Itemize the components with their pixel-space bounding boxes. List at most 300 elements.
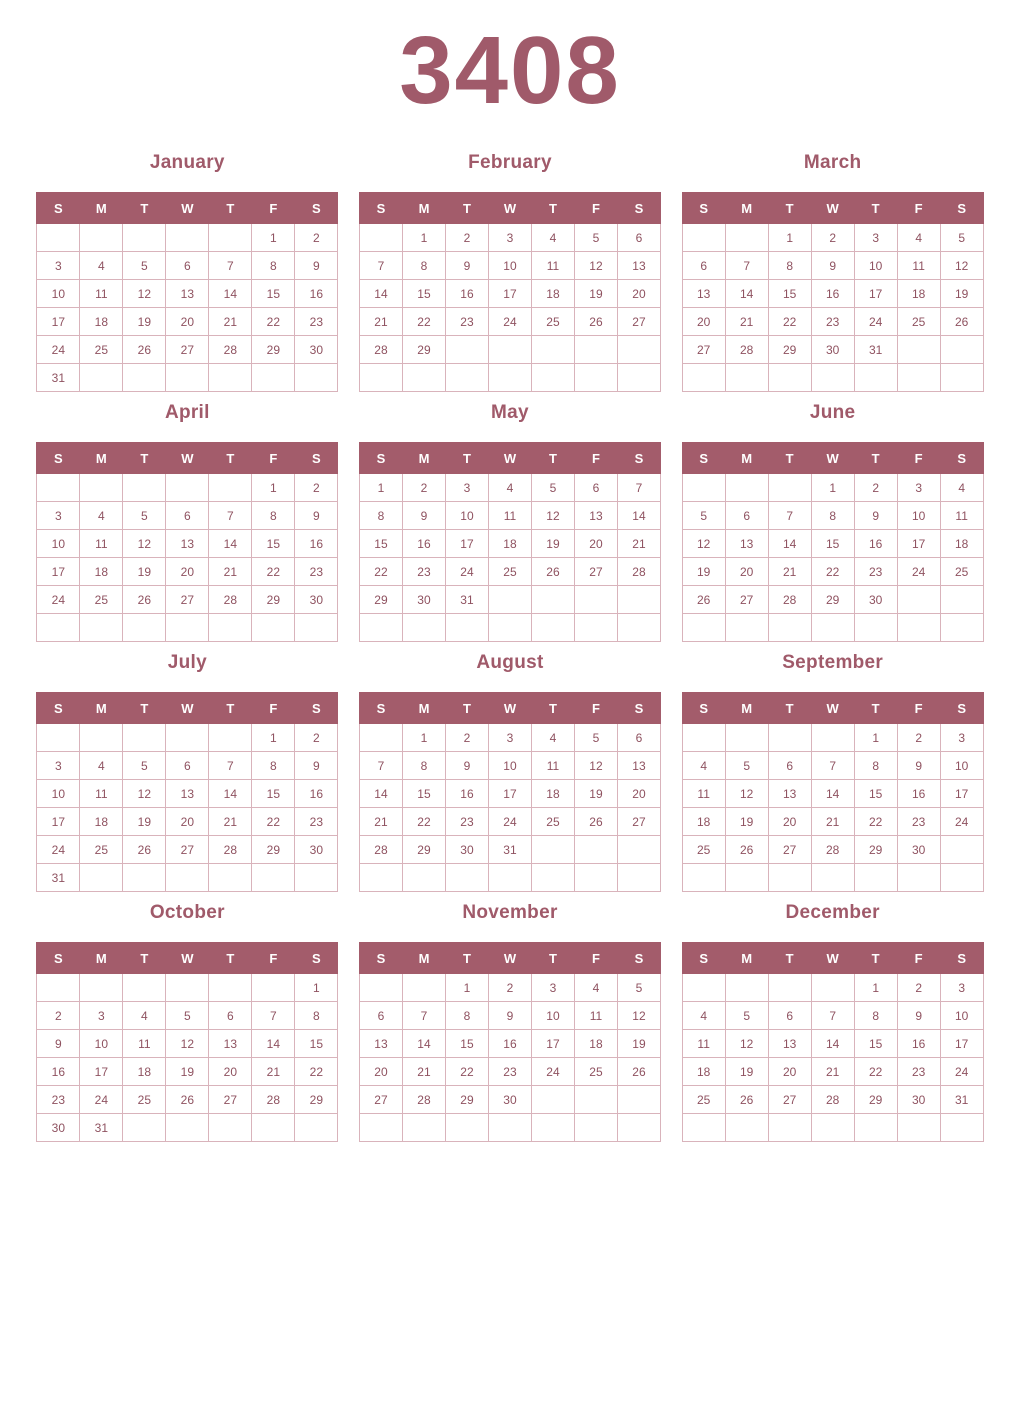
day-cell[interactable]: 11 — [531, 752, 574, 780]
day-cell[interactable]: 15 — [252, 780, 295, 808]
day-cell[interactable]: 23 — [295, 308, 338, 336]
day-cell[interactable]: 6 — [768, 752, 811, 780]
day-cell[interactable]: 15 — [252, 530, 295, 558]
day-cell[interactable]: 11 — [123, 1030, 166, 1058]
day-cell[interactable]: 23 — [897, 1058, 940, 1086]
day-cell[interactable]: 25 — [80, 586, 123, 614]
day-cell[interactable]: 28 — [209, 336, 252, 364]
day-cell[interactable]: 19 — [574, 780, 617, 808]
day-cell[interactable]: 11 — [531, 252, 574, 280]
day-cell[interactable]: 1 — [359, 474, 402, 502]
day-cell[interactable]: 12 — [725, 1030, 768, 1058]
day-cell[interactable]: 20 — [617, 280, 660, 308]
day-cell[interactable]: 27 — [768, 1086, 811, 1114]
day-cell[interactable]: 25 — [123, 1086, 166, 1114]
day-cell[interactable]: 13 — [768, 780, 811, 808]
day-cell[interactable]: 19 — [940, 280, 983, 308]
day-cell[interactable]: 15 — [768, 280, 811, 308]
day-cell[interactable]: 13 — [617, 752, 660, 780]
day-cell[interactable]: 14 — [402, 1030, 445, 1058]
day-cell[interactable]: 17 — [854, 280, 897, 308]
day-cell[interactable]: 16 — [488, 1030, 531, 1058]
day-cell[interactable]: 2 — [445, 224, 488, 252]
day-cell[interactable]: 27 — [166, 836, 209, 864]
day-cell[interactable]: 24 — [897, 558, 940, 586]
day-cell[interactable]: 15 — [359, 530, 402, 558]
day-cell[interactable]: 13 — [359, 1030, 402, 1058]
day-cell[interactable]: 15 — [295, 1030, 338, 1058]
day-cell[interactable]: 29 — [252, 336, 295, 364]
day-cell[interactable]: 19 — [123, 308, 166, 336]
day-cell[interactable]: 16 — [402, 530, 445, 558]
day-cell[interactable]: 26 — [725, 836, 768, 864]
day-cell[interactable]: 28 — [359, 836, 402, 864]
day-cell[interactable]: 29 — [811, 586, 854, 614]
day-cell[interactable]: 30 — [897, 836, 940, 864]
day-cell[interactable]: 12 — [940, 252, 983, 280]
day-cell[interactable]: 24 — [940, 1058, 983, 1086]
day-cell[interactable]: 22 — [252, 808, 295, 836]
day-cell[interactable]: 7 — [725, 252, 768, 280]
day-cell[interactable]: 11 — [682, 1030, 725, 1058]
day-cell[interactable]: 12 — [123, 280, 166, 308]
day-cell[interactable]: 23 — [295, 558, 338, 586]
day-cell[interactable]: 7 — [252, 1002, 295, 1030]
day-cell[interactable]: 12 — [123, 780, 166, 808]
day-cell[interactable]: 2 — [488, 974, 531, 1002]
day-cell[interactable]: 13 — [574, 502, 617, 530]
day-cell[interactable]: 13 — [617, 252, 660, 280]
day-cell[interactable]: 7 — [209, 252, 252, 280]
day-cell[interactable]: 27 — [574, 558, 617, 586]
day-cell[interactable]: 27 — [725, 586, 768, 614]
day-cell[interactable]: 30 — [295, 836, 338, 864]
day-cell[interactable]: 29 — [252, 586, 295, 614]
day-cell[interactable]: 4 — [488, 474, 531, 502]
day-cell[interactable]: 18 — [531, 280, 574, 308]
day-cell[interactable]: 22 — [854, 1058, 897, 1086]
day-cell[interactable]: 3 — [80, 1002, 123, 1030]
day-cell[interactable]: 17 — [37, 558, 80, 586]
day-cell[interactable]: 7 — [811, 752, 854, 780]
day-cell[interactable]: 16 — [897, 780, 940, 808]
day-cell[interactable]: 20 — [359, 1058, 402, 1086]
day-cell[interactable]: 10 — [37, 530, 80, 558]
day-cell[interactable]: 6 — [574, 474, 617, 502]
day-cell[interactable]: 29 — [445, 1086, 488, 1114]
day-cell[interactable]: 28 — [209, 836, 252, 864]
day-cell[interactable]: 8 — [359, 502, 402, 530]
day-cell[interactable]: 8 — [811, 502, 854, 530]
day-cell[interactable]: 8 — [854, 752, 897, 780]
day-cell[interactable]: 20 — [725, 558, 768, 586]
day-cell[interactable]: 3 — [37, 502, 80, 530]
day-cell[interactable]: 7 — [359, 752, 402, 780]
day-cell[interactable]: 12 — [574, 752, 617, 780]
day-cell[interactable]: 10 — [445, 502, 488, 530]
day-cell[interactable]: 10 — [80, 1030, 123, 1058]
day-cell[interactable]: 6 — [166, 252, 209, 280]
day-cell[interactable]: 12 — [682, 530, 725, 558]
day-cell[interactable]: 23 — [37, 1086, 80, 1114]
day-cell[interactable]: 3 — [488, 724, 531, 752]
day-cell[interactable]: 25 — [682, 1086, 725, 1114]
day-cell[interactable]: 30 — [37, 1114, 80, 1142]
day-cell[interactable]: 9 — [295, 502, 338, 530]
day-cell[interactable]: 21 — [617, 530, 660, 558]
day-cell[interactable]: 9 — [854, 502, 897, 530]
day-cell[interactable]: 8 — [445, 1002, 488, 1030]
day-cell[interactable]: 2 — [811, 224, 854, 252]
day-cell[interactable]: 14 — [811, 1030, 854, 1058]
day-cell[interactable]: 27 — [617, 808, 660, 836]
day-cell[interactable]: 21 — [209, 558, 252, 586]
day-cell[interactable]: 3 — [37, 252, 80, 280]
day-cell[interactable]: 9 — [295, 252, 338, 280]
day-cell[interactable]: 29 — [854, 1086, 897, 1114]
day-cell[interactable]: 14 — [617, 502, 660, 530]
day-cell[interactable]: 6 — [166, 502, 209, 530]
day-cell[interactable]: 17 — [897, 530, 940, 558]
day-cell[interactable]: 5 — [574, 724, 617, 752]
day-cell[interactable]: 23 — [854, 558, 897, 586]
day-cell[interactable]: 28 — [811, 1086, 854, 1114]
day-cell[interactable]: 2 — [295, 724, 338, 752]
day-cell[interactable]: 3 — [897, 474, 940, 502]
day-cell[interactable]: 7 — [768, 502, 811, 530]
day-cell[interactable]: 19 — [725, 808, 768, 836]
day-cell[interactable]: 23 — [295, 808, 338, 836]
day-cell[interactable]: 18 — [531, 780, 574, 808]
day-cell[interactable]: 22 — [768, 308, 811, 336]
day-cell[interactable]: 8 — [252, 252, 295, 280]
day-cell[interactable]: 5 — [617, 974, 660, 1002]
day-cell[interactable]: 31 — [37, 364, 80, 392]
day-cell[interactable]: 7 — [811, 1002, 854, 1030]
day-cell[interactable]: 2 — [854, 474, 897, 502]
day-cell[interactable]: 16 — [445, 280, 488, 308]
day-cell[interactable]: 5 — [531, 474, 574, 502]
day-cell[interactable]: 30 — [445, 836, 488, 864]
day-cell[interactable]: 12 — [123, 530, 166, 558]
day-cell[interactable]: 3 — [854, 224, 897, 252]
day-cell[interactable]: 17 — [80, 1058, 123, 1086]
day-cell[interactable]: 7 — [209, 502, 252, 530]
day-cell[interactable]: 12 — [617, 1002, 660, 1030]
day-cell[interactable]: 4 — [80, 502, 123, 530]
day-cell[interactable]: 3 — [531, 974, 574, 1002]
day-cell[interactable]: 30 — [295, 336, 338, 364]
day-cell[interactable]: 16 — [854, 530, 897, 558]
day-cell[interactable]: 22 — [811, 558, 854, 586]
day-cell[interactable]: 6 — [617, 224, 660, 252]
day-cell[interactable]: 18 — [80, 808, 123, 836]
day-cell[interactable]: 10 — [531, 1002, 574, 1030]
day-cell[interactable]: 21 — [209, 808, 252, 836]
day-cell[interactable]: 20 — [682, 308, 725, 336]
day-cell[interactable]: 11 — [80, 530, 123, 558]
day-cell[interactable]: 16 — [295, 530, 338, 558]
day-cell[interactable]: 11 — [574, 1002, 617, 1030]
day-cell[interactable]: 1 — [402, 224, 445, 252]
day-cell[interactable]: 17 — [531, 1030, 574, 1058]
day-cell[interactable]: 5 — [123, 752, 166, 780]
day-cell[interactable]: 24 — [37, 836, 80, 864]
day-cell[interactable]: 18 — [682, 1058, 725, 1086]
day-cell[interactable]: 6 — [359, 1002, 402, 1030]
day-cell[interactable]: 15 — [811, 530, 854, 558]
day-cell[interactable]: 11 — [940, 502, 983, 530]
day-cell[interactable]: 18 — [940, 530, 983, 558]
day-cell[interactable]: 13 — [768, 1030, 811, 1058]
day-cell[interactable]: 24 — [531, 1058, 574, 1086]
day-cell[interactable]: 9 — [295, 752, 338, 780]
day-cell[interactable]: 21 — [209, 308, 252, 336]
day-cell[interactable]: 22 — [445, 1058, 488, 1086]
day-cell[interactable]: 4 — [80, 252, 123, 280]
day-cell[interactable]: 19 — [123, 558, 166, 586]
day-cell[interactable]: 10 — [940, 752, 983, 780]
day-cell[interactable]: 2 — [897, 724, 940, 752]
day-cell[interactable]: 20 — [166, 308, 209, 336]
day-cell[interactable]: 29 — [295, 1086, 338, 1114]
day-cell[interactable]: 5 — [682, 502, 725, 530]
day-cell[interactable]: 22 — [252, 558, 295, 586]
day-cell[interactable]: 7 — [359, 252, 402, 280]
day-cell[interactable]: 22 — [402, 808, 445, 836]
day-cell[interactable]: 8 — [768, 252, 811, 280]
day-cell[interactable]: 18 — [80, 308, 123, 336]
day-cell[interactable]: 26 — [682, 586, 725, 614]
day-cell[interactable]: 4 — [897, 224, 940, 252]
day-cell[interactable]: 16 — [295, 780, 338, 808]
day-cell[interactable]: 24 — [80, 1086, 123, 1114]
day-cell[interactable]: 26 — [617, 1058, 660, 1086]
day-cell[interactable]: 21 — [359, 808, 402, 836]
day-cell[interactable]: 5 — [123, 252, 166, 280]
day-cell[interactable]: 29 — [402, 836, 445, 864]
day-cell[interactable]: 1 — [811, 474, 854, 502]
day-cell[interactable]: 14 — [209, 530, 252, 558]
day-cell[interactable]: 14 — [768, 530, 811, 558]
day-cell[interactable]: 9 — [897, 752, 940, 780]
day-cell[interactable]: 10 — [488, 252, 531, 280]
day-cell[interactable]: 1 — [295, 974, 338, 1002]
day-cell[interactable]: 26 — [166, 1086, 209, 1114]
day-cell[interactable]: 10 — [37, 280, 80, 308]
day-cell[interactable]: 24 — [854, 308, 897, 336]
day-cell[interactable]: 24 — [488, 808, 531, 836]
day-cell[interactable]: 29 — [252, 836, 295, 864]
day-cell[interactable]: 23 — [897, 808, 940, 836]
day-cell[interactable]: 5 — [123, 502, 166, 530]
day-cell[interactable]: 16 — [37, 1058, 80, 1086]
day-cell[interactable]: 26 — [531, 558, 574, 586]
day-cell[interactable]: 26 — [940, 308, 983, 336]
day-cell[interactable]: 5 — [574, 224, 617, 252]
day-cell[interactable]: 9 — [445, 252, 488, 280]
day-cell[interactable]: 10 — [854, 252, 897, 280]
day-cell[interactable]: 19 — [166, 1058, 209, 1086]
day-cell[interactable]: 25 — [682, 836, 725, 864]
day-cell[interactable]: 12 — [574, 252, 617, 280]
day-cell[interactable]: 5 — [940, 224, 983, 252]
day-cell[interactable]: 15 — [402, 280, 445, 308]
day-cell[interactable]: 26 — [123, 586, 166, 614]
day-cell[interactable]: 9 — [445, 752, 488, 780]
day-cell[interactable]: 24 — [488, 308, 531, 336]
day-cell[interactable]: 17 — [37, 308, 80, 336]
day-cell[interactable]: 14 — [252, 1030, 295, 1058]
day-cell[interactable]: 11 — [897, 252, 940, 280]
day-cell[interactable]: 6 — [682, 252, 725, 280]
day-cell[interactable]: 16 — [897, 1030, 940, 1058]
day-cell[interactable]: 15 — [854, 1030, 897, 1058]
day-cell[interactable]: 8 — [252, 752, 295, 780]
day-cell[interactable]: 19 — [531, 530, 574, 558]
day-cell[interactable]: 13 — [166, 280, 209, 308]
day-cell[interactable]: 1 — [402, 724, 445, 752]
day-cell[interactable]: 24 — [940, 808, 983, 836]
day-cell[interactable]: 25 — [531, 308, 574, 336]
day-cell[interactable]: 18 — [488, 530, 531, 558]
day-cell[interactable]: 23 — [445, 308, 488, 336]
day-cell[interactable]: 17 — [488, 780, 531, 808]
day-cell[interactable]: 27 — [166, 586, 209, 614]
day-cell[interactable]: 2 — [402, 474, 445, 502]
day-cell[interactable]: 7 — [617, 474, 660, 502]
day-cell[interactable]: 12 — [531, 502, 574, 530]
day-cell[interactable]: 16 — [295, 280, 338, 308]
day-cell[interactable]: 14 — [209, 780, 252, 808]
day-cell[interactable]: 29 — [768, 336, 811, 364]
day-cell[interactable]: 28 — [252, 1086, 295, 1114]
day-cell[interactable]: 21 — [252, 1058, 295, 1086]
day-cell[interactable]: 20 — [166, 558, 209, 586]
day-cell[interactable]: 11 — [80, 280, 123, 308]
day-cell[interactable]: 31 — [940, 1086, 983, 1114]
day-cell[interactable]: 18 — [574, 1030, 617, 1058]
day-cell[interactable]: 18 — [80, 558, 123, 586]
day-cell[interactable]: 1 — [252, 724, 295, 752]
day-cell[interactable]: 21 — [725, 308, 768, 336]
day-cell[interactable]: 22 — [402, 308, 445, 336]
day-cell[interactable]: 24 — [445, 558, 488, 586]
day-cell[interactable]: 22 — [252, 308, 295, 336]
day-cell[interactable]: 28 — [811, 836, 854, 864]
day-cell[interactable]: 5 — [725, 1002, 768, 1030]
day-cell[interactable]: 19 — [123, 808, 166, 836]
day-cell[interactable]: 15 — [445, 1030, 488, 1058]
day-cell[interactable]: 8 — [402, 252, 445, 280]
day-cell[interactable]: 31 — [37, 864, 80, 892]
day-cell[interactable]: 19 — [617, 1030, 660, 1058]
day-cell[interactable]: 27 — [359, 1086, 402, 1114]
day-cell[interactable]: 29 — [854, 836, 897, 864]
day-cell[interactable]: 30 — [295, 586, 338, 614]
day-cell[interactable]: 23 — [402, 558, 445, 586]
day-cell[interactable]: 14 — [725, 280, 768, 308]
day-cell[interactable]: 13 — [682, 280, 725, 308]
day-cell[interactable]: 28 — [725, 336, 768, 364]
day-cell[interactable]: 17 — [488, 280, 531, 308]
day-cell[interactable]: 2 — [37, 1002, 80, 1030]
day-cell[interactable]: 28 — [359, 336, 402, 364]
day-cell[interactable]: 6 — [725, 502, 768, 530]
day-cell[interactable]: 10 — [940, 1002, 983, 1030]
day-cell[interactable]: 23 — [488, 1058, 531, 1086]
day-cell[interactable]: 30 — [811, 336, 854, 364]
day-cell[interactable]: 1 — [854, 724, 897, 752]
day-cell[interactable]: 6 — [768, 1002, 811, 1030]
day-cell[interactable]: 26 — [574, 808, 617, 836]
day-cell[interactable]: 13 — [725, 530, 768, 558]
day-cell[interactable]: 17 — [940, 780, 983, 808]
day-cell[interactable]: 25 — [940, 558, 983, 586]
day-cell[interactable]: 17 — [37, 808, 80, 836]
day-cell[interactable]: 4 — [531, 724, 574, 752]
day-cell[interactable]: 4 — [682, 1002, 725, 1030]
day-cell[interactable]: 15 — [854, 780, 897, 808]
day-cell[interactable]: 16 — [811, 280, 854, 308]
day-cell[interactable]: 27 — [166, 336, 209, 364]
day-cell[interactable]: 14 — [209, 280, 252, 308]
day-cell[interactable]: 11 — [80, 780, 123, 808]
day-cell[interactable]: 22 — [295, 1058, 338, 1086]
day-cell[interactable]: 25 — [531, 808, 574, 836]
day-cell[interactable]: 18 — [897, 280, 940, 308]
day-cell[interactable]: 6 — [166, 752, 209, 780]
day-cell[interactable]: 25 — [488, 558, 531, 586]
day-cell[interactable]: 3 — [488, 224, 531, 252]
day-cell[interactable]: 28 — [209, 586, 252, 614]
day-cell[interactable]: 3 — [940, 974, 983, 1002]
day-cell[interactable]: 4 — [682, 752, 725, 780]
day-cell[interactable]: 2 — [295, 474, 338, 502]
day-cell[interactable]: 18 — [123, 1058, 166, 1086]
day-cell[interactable]: 5 — [725, 752, 768, 780]
day-cell[interactable]: 9 — [37, 1030, 80, 1058]
day-cell[interactable]: 21 — [811, 808, 854, 836]
day-cell[interactable]: 26 — [123, 336, 166, 364]
day-cell[interactable]: 16 — [445, 780, 488, 808]
day-cell[interactable]: 19 — [725, 1058, 768, 1086]
day-cell[interactable]: 1 — [768, 224, 811, 252]
day-cell[interactable]: 9 — [402, 502, 445, 530]
day-cell[interactable]: 2 — [445, 724, 488, 752]
day-cell[interactable]: 28 — [402, 1086, 445, 1114]
day-cell[interactable]: 29 — [359, 586, 402, 614]
day-cell[interactable]: 6 — [209, 1002, 252, 1030]
day-cell[interactable]: 31 — [854, 336, 897, 364]
day-cell[interactable]: 14 — [359, 280, 402, 308]
day-cell[interactable]: 8 — [252, 502, 295, 530]
day-cell[interactable]: 13 — [209, 1030, 252, 1058]
day-cell[interactable]: 9 — [488, 1002, 531, 1030]
day-cell[interactable]: 3 — [37, 752, 80, 780]
day-cell[interactable]: 20 — [768, 1058, 811, 1086]
day-cell[interactable]: 11 — [488, 502, 531, 530]
day-cell[interactable]: 15 — [252, 280, 295, 308]
day-cell[interactable]: 14 — [811, 780, 854, 808]
day-cell[interactable]: 21 — [402, 1058, 445, 1086]
day-cell[interactable]: 5 — [166, 1002, 209, 1030]
day-cell[interactable]: 4 — [80, 752, 123, 780]
day-cell[interactable]: 22 — [359, 558, 402, 586]
day-cell[interactable]: 2 — [897, 974, 940, 1002]
day-cell[interactable]: 23 — [445, 808, 488, 836]
day-cell[interactable]: 21 — [359, 308, 402, 336]
